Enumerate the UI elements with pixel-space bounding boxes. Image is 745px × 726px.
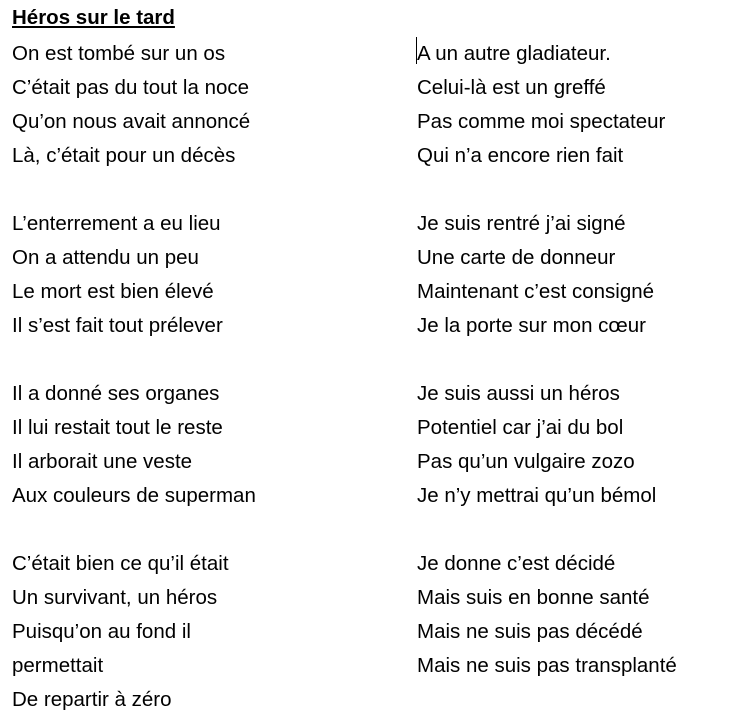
right-column bbox=[417, 37, 737, 683]
poem-line: Je donne c’est décidé bbox=[417, 552, 616, 575]
poem-line: Pas qu’un vulgaire zozo bbox=[417, 450, 635, 473]
poem-line: Qu’on nous avait annoncé bbox=[12, 110, 251, 133]
left-column bbox=[12, 37, 402, 717]
poem-line: Je suis rentré j’ai signé bbox=[417, 212, 626, 235]
poem-line: Puisqu’on au fond il bbox=[12, 620, 191, 643]
stanza bbox=[12, 37, 402, 173]
poem-title: Héros sur le tard bbox=[12, 6, 175, 29]
poem-line: Pas comme moi spectateur bbox=[417, 110, 666, 133]
stanza bbox=[417, 547, 737, 683]
poem-line: Je la porte sur mon cœur bbox=[417, 314, 646, 337]
poem-line: On a attendu un peu bbox=[12, 246, 199, 269]
stanza bbox=[417, 37, 737, 173]
poem-line: De repartir à zéro bbox=[12, 688, 172, 711]
poem-line: Potentiel car j’ai du bol bbox=[417, 416, 624, 439]
stanza bbox=[417, 377, 737, 513]
poem-line: Aux couleurs de superman bbox=[12, 484, 256, 507]
stanza bbox=[12, 377, 402, 513]
poem-line: Il s’est fait tout prélever bbox=[12, 314, 223, 337]
stanza bbox=[12, 207, 402, 343]
poem-line: Maintenant c’est consigné bbox=[417, 280, 655, 303]
poem-line: Il arborait une veste bbox=[12, 450, 193, 473]
stanza bbox=[12, 547, 402, 717]
poem-line: Un survivant, un héros bbox=[12, 586, 218, 609]
poem-line: Mais ne suis pas transplanté bbox=[417, 654, 677, 677]
poem-line: permettait bbox=[12, 654, 104, 677]
poem-line: C’était bien ce qu’il était bbox=[12, 552, 229, 575]
stanza bbox=[417, 207, 737, 343]
poem-line: Celui-là est un greffé bbox=[417, 76, 606, 99]
poem-line: Je suis aussi un héros bbox=[417, 382, 620, 405]
poem-line: Mais suis en bonne santé bbox=[417, 586, 650, 609]
poem-line: Il lui restait tout le reste bbox=[12, 416, 223, 439]
poem-line: Mais ne suis pas décédé bbox=[417, 620, 643, 643]
poem-line: Je n’y mettrai qu’un bémol bbox=[417, 484, 657, 507]
poem-line: C’était pas du tout la noce bbox=[12, 76, 250, 99]
poem-line: L’enterrement a eu lieu bbox=[12, 212, 221, 235]
poem-line: Il a donné ses organes bbox=[12, 382, 220, 405]
poem-line: A un autre gladiateur. bbox=[417, 42, 611, 65]
poem-line: Une carte de donneur bbox=[417, 246, 616, 269]
text-cursor bbox=[416, 37, 417, 64]
poem-line: On est tombé sur un os bbox=[12, 42, 226, 65]
poem-line: Qui n’a encore rien fait bbox=[417, 144, 624, 167]
poem-line: Là, c’était pour un décès bbox=[12, 144, 236, 167]
poem-line: Le mort est bien élevé bbox=[12, 280, 214, 303]
